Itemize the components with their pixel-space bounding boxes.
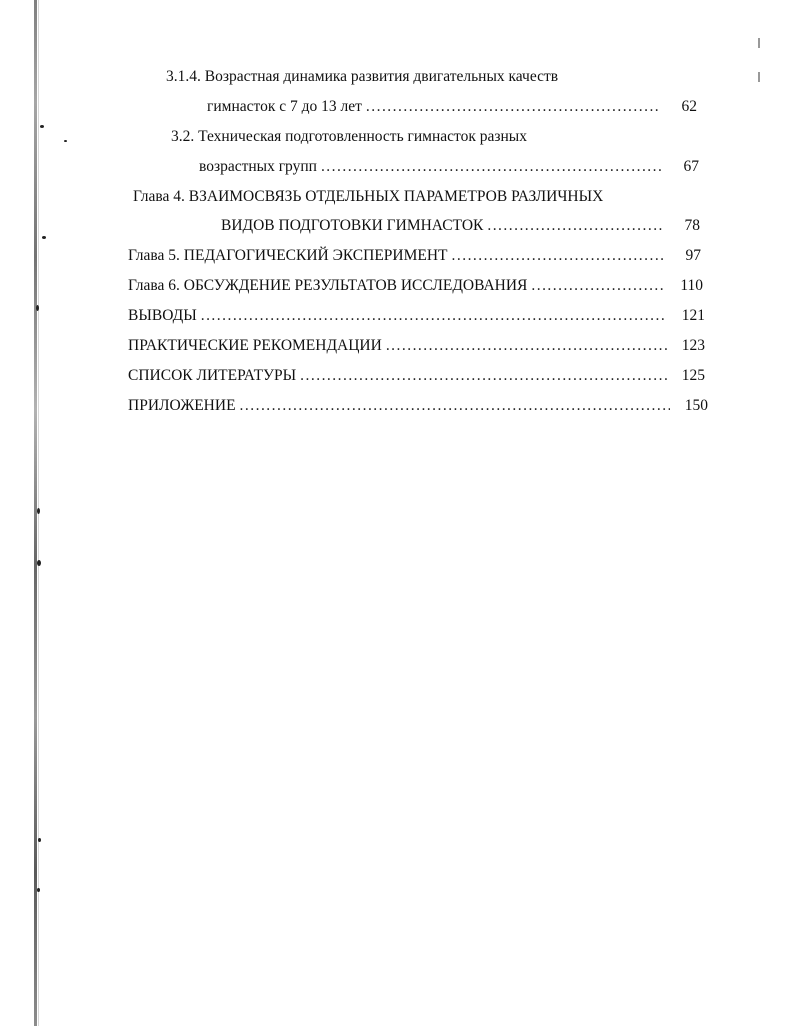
leader-dots [201,306,667,326]
toc-page-number: 125 [681,367,705,384]
toc-entry-ch4 [221,216,700,236]
toc-page-number: 123 [681,337,705,354]
leader-dots [531,276,665,296]
toc-entry-title: Глава 6. ОБСУЖДЕНИЕ РЕЗУЛЬТАТОВ ИССЛЕДОВАНИЯ [128,277,528,294]
scan-speck [42,236,46,239]
leader-dots [487,216,662,236]
toc-entry-title: ВИДОВ ПОДГОТОВКИ ГИМНАСТОК [221,217,484,234]
toc-entry-title: Глава 5. ПЕДАГОГИЧЕСКИЙ ЭКСПЕРИМЕНТ [128,247,448,264]
scan-speck [36,305,39,311]
toc-entry-title: 3.2. Техническая подготовленность гимнасток разных [171,128,527,145]
scan-speck [64,140,67,142]
leader-dots [321,157,661,177]
toc-entry-ch5 [128,246,701,266]
toc-entry-32 [199,157,699,177]
toc-page-number: 67 [683,158,699,175]
toc-entry-title: возрастных групп [199,158,317,175]
toc-entry-conclusions [128,306,705,326]
scan-mark [758,72,760,82]
scan-speck [37,560,41,566]
leader-dots [240,396,670,416]
toc-page-number: 121 [681,307,705,324]
toc-entry-recommendations [128,336,705,356]
leader-dots [386,336,667,356]
scan-speck [37,508,40,514]
toc-page-number: 62 [681,98,697,115]
toc-page-number: 110 [680,277,703,294]
toc-entry-title: ПРАКТИЧЕСКИЕ РЕКОМЕНДАЦИИ [128,337,382,354]
toc-entry-ch6 [128,276,703,296]
scan-speck [38,838,41,842]
toc-page-number: 78 [684,217,700,234]
leader-dots [300,366,667,386]
scan-speck [40,125,44,128]
scan-speck [37,888,40,892]
toc-entry-title: ПРИЛОЖЕНИЕ [128,397,236,414]
toc-entry-title: ВЫВОДЫ [128,307,197,324]
leader-dots [366,97,659,117]
toc-entry-literature [128,366,705,386]
toc-entry-title: 3.1.4. Возрастная динамика развития двигательных качеств [166,68,559,85]
toc-entry-title: Глава 4. ВЗАИМОСВЯЗЬ ОТДЕЛЬНЫХ ПАРАМЕТРОВ РАЗЛИЧНЫХ [133,188,604,205]
toc-entry-title: СПИСОК ЛИТЕРАТУРЫ [128,367,297,384]
leader-dots [452,246,663,266]
toc-page-number: 97 [685,247,701,264]
toc-entry-appendix [128,396,708,416]
scan-mark [758,38,760,48]
toc-entry-314 [207,97,697,117]
toc-page-number: 150 [684,397,708,414]
toc-entry-title: гимнасток с 7 до 13 лет [207,98,362,115]
